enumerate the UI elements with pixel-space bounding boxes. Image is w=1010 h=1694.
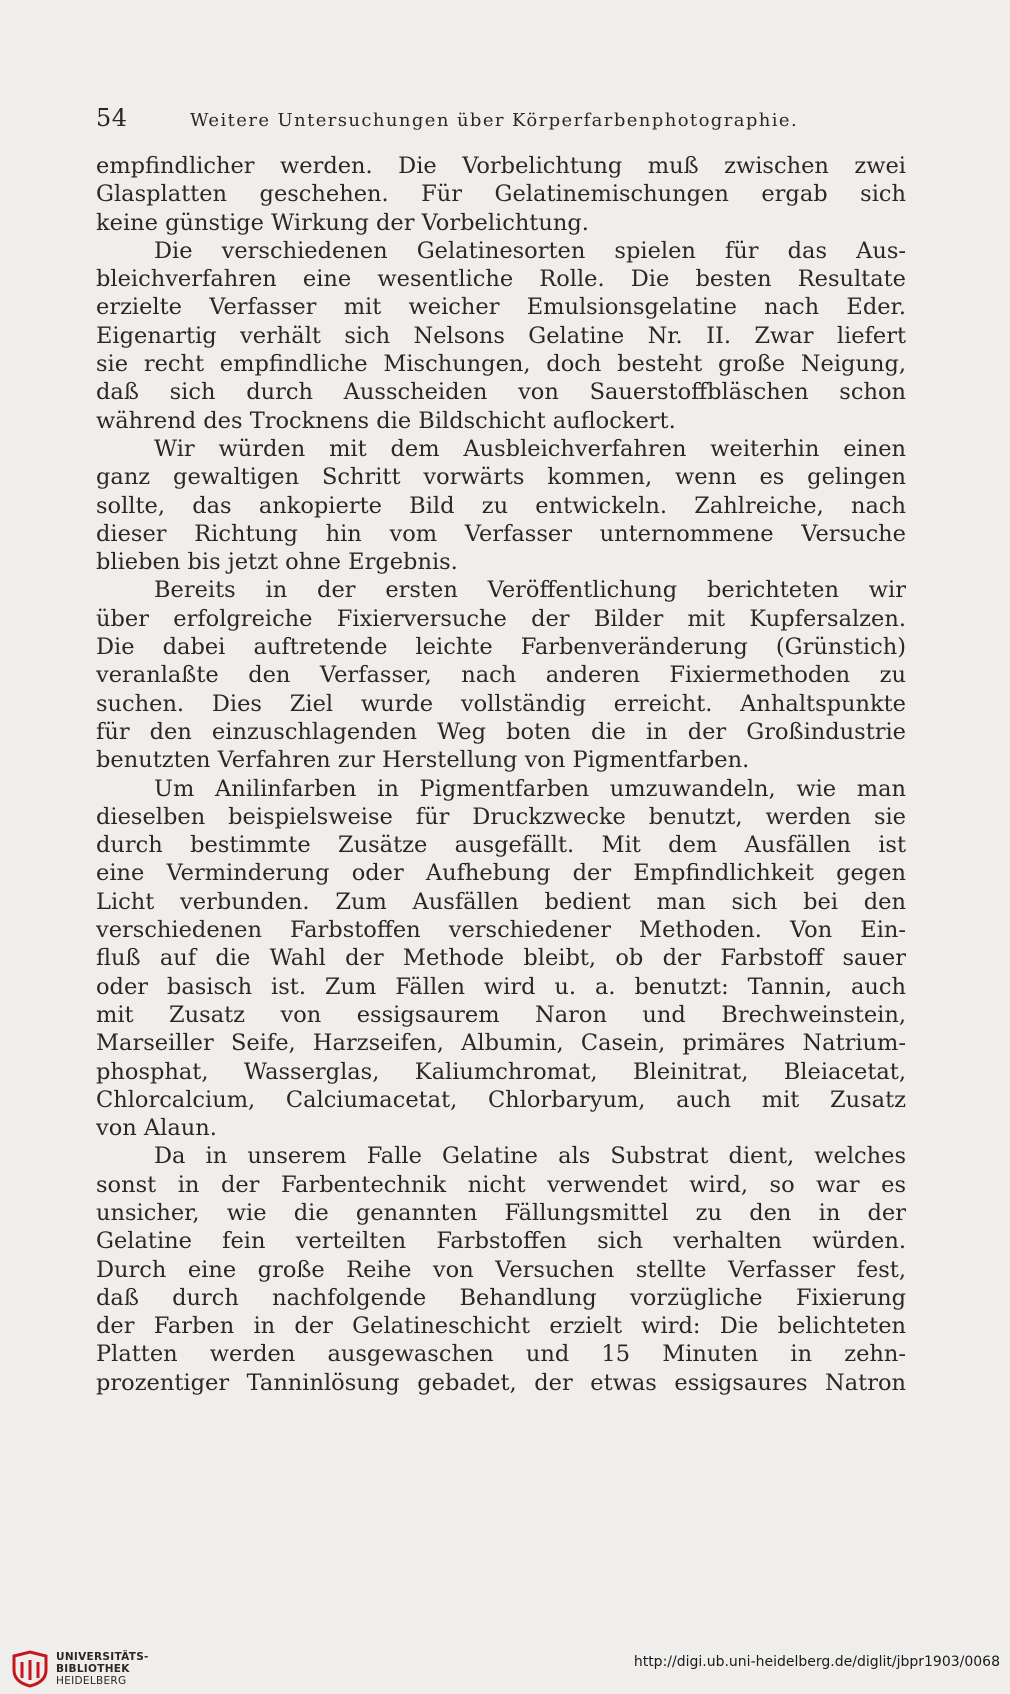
text-line: dieselben beispielsweise für Druckzwecke benutzt, werden sie: [96, 803, 906, 830]
text-line: sonst in der Farbentechnik nicht verwendet wird, so war es: [96, 1171, 906, 1198]
text-line: suchen. Dies Ziel wurde vollständig erreicht. Anhaltspunkte: [96, 690, 906, 717]
text-line: verschiedenen Farbstoffen verschiedener Methoden. Von Ein-: [96, 917, 906, 944]
text-line: phosphat, Wasserglas, Kaliumchromat, Bleinitrat, Bleiacetat,: [96, 1058, 906, 1085]
paragraph-first-line: Die verschiedenen Gelatinesorten spielen für das Aus-: [154, 237, 906, 264]
text-line: Glasplatten geschehen. Für Gelatinemischungen ergab sich: [96, 181, 906, 208]
text-line: sie recht empfindliche Mischungen, doch besteht große Neigung,: [96, 351, 906, 378]
text-line: Durch eine große Reihe von Versuchen stellte Verfasser fest,: [96, 1256, 906, 1283]
text-line: Platten werden ausgewaschen und 15 Minuten in zehn-: [96, 1341, 906, 1368]
library-name-line: UNIVERSITÄTS-: [56, 1651, 149, 1663]
text-line: prozentiger Tanninlösung gebadet, der etwas essigsaures Natron: [96, 1369, 906, 1396]
text-line: unsicher, wie die genannten Fällungsmittel zu den in der: [96, 1199, 906, 1226]
text-line: empfindlicher werden. Die Vorbelichtung muß zwischen zwei: [96, 153, 906, 179]
text-line: mit Zusatz von essigsaurem Naron und Brechweinstein,: [96, 1001, 906, 1028]
text-line: Marseiller Seife, Harzseifen, Albumin, Casein, primäres Natrium-: [96, 1030, 906, 1057]
text-line: Die dabei auftretende leichte Farbenveränderung (Grünstich): [96, 634, 906, 661]
paragraph-first-line: Um Anilinfarben in Pigmentfarben umzuwandeln, wie man: [154, 775, 906, 802]
paragraph-first-line: Da in unserem Falle Gelatine als Substrat dient, welches: [154, 1143, 906, 1170]
text-line: über erfolgreiche Fixierversuche der Bilder mit Kupfersalzen.: [96, 605, 906, 632]
body-text: [96, 152, 906, 1397]
text-line: daß durch nachfolgende Behandlung vorzügliche Fixierung: [96, 1284, 906, 1311]
text-line: fluß auf die Wahl der Methode bleibt, ob der Farbstoff sauer: [96, 945, 906, 972]
text-line: Eigenartig verhält sich Nelsons Gelatine Nr. II. Zwar liefert: [96, 322, 906, 349]
page-footer: [0, 1640, 1010, 1694]
running-title: Weitere Untersuchungen über Körperfarbenphotographie.: [190, 110, 799, 131]
library-name-line: HEIDELBERG: [56, 1675, 127, 1687]
text-line: dieser Richtung hin vom Verfasser unternommene Versuche: [96, 520, 906, 547]
text-line: der Farben in der Gelatineschicht erzielt wird: Die belichteten: [96, 1313, 906, 1340]
library-name: [56, 1651, 149, 1687]
text-line: keine günstige Wirkung der Vorbelichtung.: [96, 209, 589, 236]
text-line: durch bestimmte Zusätze ausgefällt. Mit dem Ausfällen ist: [96, 832, 906, 859]
text-line: Chlorcalcium, Calciumacetat, Chlorbaryum, auch mit Zusatz: [96, 1086, 906, 1113]
text-line: oder basisch ist. Zum Fällen wird u. a. benutzt: Tannin, auch: [96, 973, 906, 1000]
text-line: eine Verminderung oder Aufhebung der Empfindlichkeit gegen: [96, 860, 906, 887]
page-number: 54: [96, 104, 128, 132]
text-line: für den einzuschlagenden Weg boten die in der Großindustrie: [96, 718, 906, 745]
text-line: sollte, das ankopierte Bild zu entwickeln. Zahlreiche, nach: [96, 492, 906, 519]
source-url-link[interactable]: http://digi.ub.uni-heidelberg.de/diglit/jbpr1903/0068: [633, 1654, 1000, 1670]
text-line: von Alaun.: [96, 1115, 217, 1142]
text-line: daß sich durch Ausscheiden von Sauerstoffbläschen schon: [96, 379, 906, 406]
running-head: [96, 104, 906, 132]
text-line: Licht verbunden. Zum Ausfällen bedient man sich bei den: [96, 888, 906, 915]
text-line: veranlaßte den Verfasser, nach anderen Fixiermethoden zu: [96, 662, 906, 689]
text-line: blieben bis jetzt ohne Ergebnis.: [96, 549, 458, 576]
text-line: während des Trocknens die Bildschicht auflockert.: [96, 407, 676, 434]
library-name-line: BIBLIOTHEK: [56, 1663, 130, 1675]
library-logo-icon: [10, 1650, 50, 1688]
paragraph-first-line: Bereits in der ersten Veröffentlichung berichteten wir: [154, 577, 906, 604]
text-line: benutzten Verfahren zur Herstellung von Pigmentfarben.: [96, 747, 750, 774]
text-line: bleichverfahren eine wesentliche Rolle. Die besten Resultate: [96, 266, 906, 293]
text-line: erzielte Verfasser mit weicher Emulsionsgelatine nach Eder.: [96, 294, 906, 321]
paragraph-first-line: Wir würden mit dem Ausbleichverfahren weiterhin einen: [154, 435, 906, 462]
text-line: Gelatine fein verteilten Farbstoffen sich verhalten würden.: [96, 1228, 906, 1255]
text-line: ganz gewaltigen Schritt vorwärts kommen, wenn es gelingen: [96, 464, 906, 491]
